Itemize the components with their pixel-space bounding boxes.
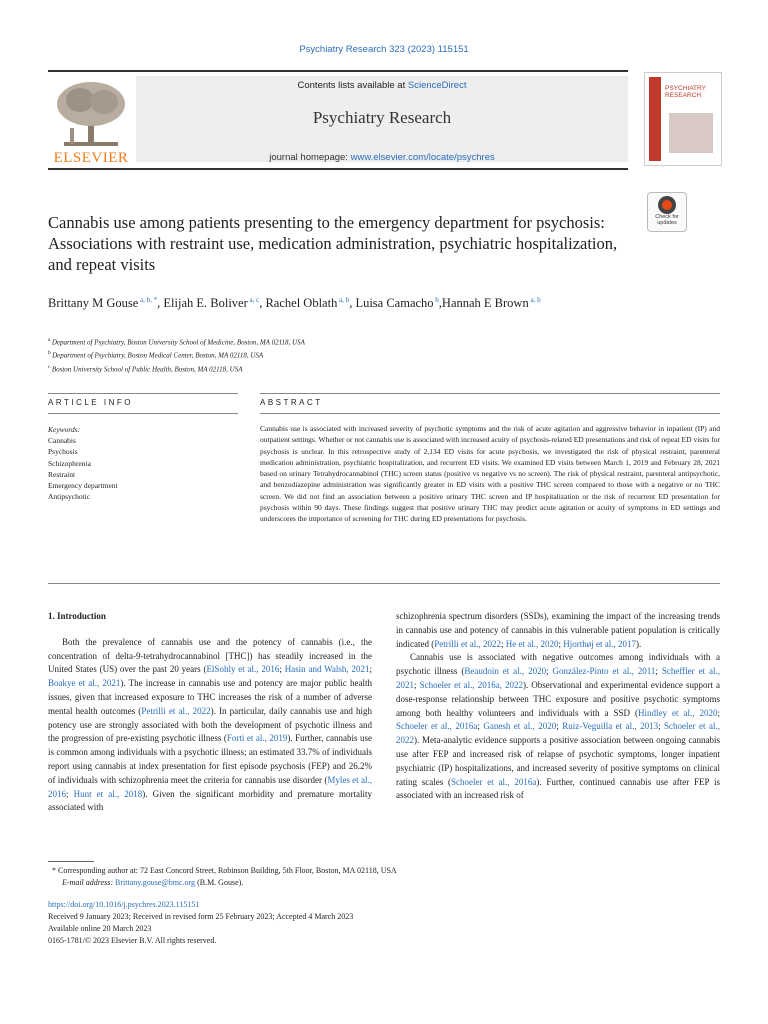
author-name[interactable]: Brittany M Gouse: [48, 296, 139, 311]
body-text: ). Further, cannabis use is common among individuals with a psychotic illness; an estimated 33.7% of individuals report using cannabis at index presentation for first episode psychosis (FEP) and 26.2% of individuals with schizophrenia meet the criteria for cannabis use disorder (: [48, 733, 372, 785]
homepage-prefix: journal homepage:: [269, 152, 351, 163]
section-heading-introduction: 1. Introduction: [48, 611, 106, 621]
corresponding-author-note: [52, 865, 720, 877]
author-affiliation-mark[interactable]: b: [433, 296, 439, 304]
body-paragraph: [396, 651, 720, 803]
citation-link[interactable]: Schoeler et al., 2016a, 2022: [419, 679, 523, 690]
keywords-block: [48, 424, 228, 502]
citation-link[interactable]: Schoeler et al., 2022: [396, 721, 720, 746]
affiliation-text: Boston University School of Public Health, Boston, MA 02118, USA: [51, 364, 243, 373]
author-separator: ,: [349, 296, 356, 311]
cover-strip: [649, 77, 661, 161]
author-separator: ,: [438, 296, 442, 311]
journal-citation-link[interactable]: Psychiatry Research 323 (2023) 115151: [299, 44, 469, 55]
citation-link[interactable]: Ganesh et al., 2020: [483, 721, 557, 732]
author-separator: ,: [157, 296, 164, 311]
journal-cover-thumbnail[interactable]: [644, 72, 722, 166]
affiliation-text: Department of Psychiatry, Boston University School of Medicine, Boston, MA 02118, USA: [51, 338, 305, 347]
citation-link[interactable]: Hjorthøj et al., 2017: [563, 638, 636, 649]
body-text: Both the prevalence of cannabis use and the potency of cannabis (i.e., the concentration of delta-9-tetrahydrocannabinol [THC]) has steadily increased in the United States (US) over the past 20 years (: [48, 636, 372, 675]
email-link[interactable]: Brittany.gouse@bmc.org: [115, 878, 196, 887]
citation-link[interactable]: He et al., 2020: [505, 638, 559, 649]
affiliation-mark: b: [48, 350, 53, 357]
author-name[interactable]: Hannah E Brown: [441, 296, 529, 311]
keyword: Emergency department: [48, 481, 118, 491]
citation-link[interactable]: Hunt et al., 2018: [73, 788, 143, 799]
body-text: ). Given the significant morbidity and premature mortality associated with: [48, 788, 372, 813]
footnote-divider: [48, 861, 94, 862]
body-column-left: [48, 610, 372, 815]
citation-link[interactable]: González-Pinto et al., 2011: [552, 666, 656, 677]
body-text: ;: [414, 679, 420, 690]
body-text: ). Observational and experimental evidence support a dose-response relationship between THC exposure and positive psychotic symptoms among both healthy volunteers and individuals with a SSD (: [396, 679, 720, 718]
divider: [48, 413, 238, 414]
keyword: Schizophrenia: [48, 458, 91, 468]
citation-link[interactable]: Petrilli et al., 2022: [434, 638, 501, 649]
body-text: ). Meta-analytic evidence supports a positive association between ongoing cannabis use after FEP and increased risk of relapse of psychotic symptoms, longer inpatient psychiatric (IP) hospitalizations, and increased severity of positive symptoms on clinical rating scales (: [396, 735, 720, 787]
contents-prefix: Contents lists available at: [297, 80, 408, 91]
body-text: ;: [717, 707, 720, 718]
body-text: schizophrenia spectrum disorders (SSDs), examining the impact of the increasing trends in cannabis use and potency of cannabis in this vulnerable patient population is critically indicated (: [396, 611, 720, 649]
journal-header: [48, 70, 628, 170]
author-affiliation-mark[interactable]: a, b: [337, 296, 350, 304]
article-title: Cannabis use among patients presenting to the emergency department for psychosis: Associations with restraint use, medication administration, psychiatric hospitalization, and repeat visits: [48, 213, 618, 274]
check-updates-label: Check for updates: [655, 214, 679, 226]
citation-link[interactable]: ElSohly et al., 2016: [206, 664, 280, 675]
body-text: ;: [279, 664, 285, 675]
citation-link[interactable]: Myles et al., 2016: [48, 774, 372, 799]
divider: [48, 393, 238, 394]
body-text: ;: [558, 638, 564, 649]
body-text: ;: [66, 788, 74, 799]
citation-link[interactable]: Schoeler et al., 2016a: [451, 776, 537, 787]
affiliation-text: Department of Psychiatry, Boston Medical Center, Boston, MA 02118, USA: [52, 351, 264, 360]
citation-link[interactable]: Ruiz-Veguilla et al., 2013: [562, 721, 659, 732]
author-separator: ,: [259, 296, 266, 311]
author-name[interactable]: Luisa Camacho: [355, 296, 434, 311]
email-label: E-mail address:: [62, 878, 116, 887]
abstract-text: Cannabis use is associated with increased severity of psychotic symptoms and the risk of acute agitation and aggressive behavior in inpatient (IP) and outpatient settings. Whether or not cannabis use is associated with increased acuity of psychosis-related ED presentations and risk of repeat ED visits for psychosis is unclear. In this retrospective study of 2,134 ED visits for acute psychosis, we investigated the risk of physical restraint, parenteral medication administration, psychiatric hospitalization, and recurrent ED visits. We examined ED visits between March 1, 2019 and February 28, 2021 based on urinary Tetrahydrocannabinol (THC) screen status (positive vs negative vs no screen). The risk of physical restraint, parenteral antipsychotic, and benzodiazepine administration was significantly greater in ED visits with a positive THC screen compared to those with a negative or no THC screen. We did not find an association between a positive urinary THC screen and IP hospitalization or the risk of recurrent ED presentation for psychosis within 90 days. These findings suggest that positive urinary THC may predict acute agitation or acuity of symptoms in ED settings and underscores the importance of screening for THC during ED presentations for psychosis.: [260, 424, 720, 524]
affiliation: [48, 348, 648, 361]
body-text: ;: [546, 666, 553, 677]
keywords-label: Keywords:: [48, 425, 81, 434]
divider: [260, 393, 720, 394]
affiliation: [48, 335, 648, 348]
doi-link[interactable]: https://doi.org/10.1016/j.psychres.2023.115151: [48, 900, 200, 909]
footnote-mark: *: [52, 866, 56, 875]
affiliation-mark: c: [48, 363, 52, 370]
publisher-wordmark: ELSEVIER: [53, 150, 129, 166]
citation-link[interactable]: Boakye et al., 2021: [48, 678, 121, 689]
cover-title: PSYCHIATRY RESEARCH: [665, 85, 706, 99]
citation-link[interactable]: Beaudoin et al., 2020: [464, 666, 547, 677]
email-note: [52, 877, 720, 889]
journal-title: Psychiatry Research: [312, 108, 452, 127]
received-dates: Received 9 January 2023; Received in revised form 25 February 2023; Accepted 4 March 2023: [48, 912, 354, 921]
footnotes: [52, 865, 720, 889]
citation-link[interactable]: Schoeler et al., 2016a: [396, 721, 478, 732]
author-name[interactable]: Elijah E. Boliver: [163, 296, 248, 311]
body-text: ;: [658, 721, 665, 732]
body-text: ). The increase in cannabis use and potency are major public health issues, given that increased exposure to THC increases the risk of a number of adverse mental health outcomes (: [48, 678, 372, 716]
body-text: ;: [500, 638, 506, 649]
affiliation-list: [48, 335, 648, 375]
divider: [260, 413, 720, 414]
citation-link[interactable]: Hasin and Walsh, 2021: [284, 664, 370, 675]
author-affiliation-mark[interactable]: a, b: [528, 296, 541, 304]
check-updates-icon: [658, 196, 676, 214]
keyword: Cannabis: [48, 436, 76, 446]
keyword: Psychosis: [48, 447, 78, 457]
keyword: Antipsychotic: [48, 492, 91, 502]
author-affiliation-mark[interactable]: a, c: [247, 296, 260, 304]
author-affiliation-mark[interactable]: a, b, *: [138, 296, 158, 304]
body-text: ). In particular, daily cannabis use and high potency use are strongly associated with both the development of psychotic illness and the progression of pre-existing psychotic illness (: [48, 705, 372, 744]
body-text: ;: [369, 664, 372, 675]
body-text: ;: [477, 721, 484, 732]
email-suffix: (B.M. Gouse).: [195, 878, 244, 887]
body-text: ;: [655, 666, 662, 677]
contents-line: [136, 80, 628, 91]
body-text: ).: [636, 638, 642, 649]
keyword: Restraint: [48, 469, 76, 479]
author-name[interactable]: Rachel Oblath: [265, 296, 338, 311]
homepage-line: [136, 152, 628, 163]
author-list: [48, 292, 648, 312]
copyright: 0165-1781/© 2023 Elsevier B.V. All rights reserved.: [48, 936, 217, 945]
abstract-heading: ABSTRACT: [260, 398, 323, 407]
body-paragraph: [396, 610, 720, 651]
check-for-updates-button[interactable]: [647, 192, 687, 232]
available-online: Available online 20 March 2023: [48, 924, 152, 933]
affiliation: [48, 362, 648, 375]
body-paragraph: [48, 636, 372, 815]
body-column-right: [396, 610, 720, 803]
citation-link[interactable]: Forti et al., 2019: [226, 733, 288, 744]
journal-homepage-link[interactable]: www.elsevier.com/locate/psychres: [350, 152, 495, 163]
affiliation-mark: a: [48, 337, 52, 343]
divider: [48, 583, 720, 584]
body-text: ). Further, continued cannabis use after FEP is associated with an increased risk of: [396, 776, 720, 801]
citation-link[interactable]: Scheffler et al., 2021: [396, 666, 720, 690]
sciencedirect-link[interactable]: ScienceDirect: [407, 80, 467, 91]
article-footer: [48, 899, 720, 947]
article-info-heading: ARTICLE INFO: [48, 398, 133, 407]
corresponding-author-text: Corresponding author at: 72 East Concord Street, Robinson Building, 5th Floor, Boston, MA 02118, USA: [56, 866, 397, 875]
citation-link[interactable]: Hindley et al., 2020: [637, 707, 718, 718]
body-text: Cannabis use is associated with negative outcomes among individuals with a psychotic illness (: [396, 652, 720, 677]
body-text: ;: [556, 721, 563, 732]
keywords-list: [48, 435, 228, 502]
citation-link[interactable]: Petrilli et al., 2022: [141, 705, 211, 716]
cover-image: [669, 113, 713, 153]
